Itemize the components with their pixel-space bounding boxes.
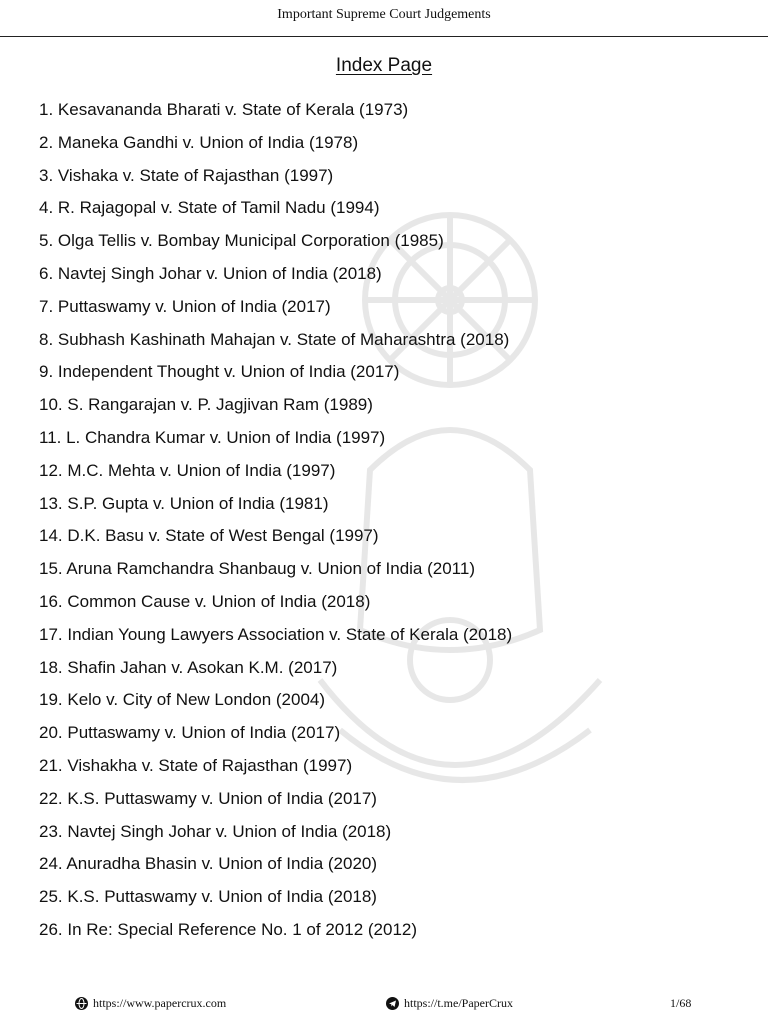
index-list: [39, 96, 512, 949]
index-entry: 14. D.K. Basu v. State of West Bengal (1997): [39, 526, 379, 546]
index-entry: 4. R. Rajagopal v. State of Tamil Nadu (1994): [39, 198, 380, 218]
index-entry: 17. Indian Young Lawyers Association v. State of Kerala (2018): [39, 624, 513, 644]
index-entry: 11. L. Chandra Kumar v. Union of India (1997): [39, 427, 386, 447]
index-entry: 22. K.S. Puttaswamy v. Union of India (2017): [39, 788, 377, 808]
index-entry: 10. S. Rangarajan v. P. Jagjivan Ram (1989): [39, 395, 373, 415]
footer-telegram-text[interactable]: https://t.me/PaperCrux: [404, 996, 513, 1010]
index-entry: 18. Shafin Jahan v. Asokan K.M. (2017): [39, 657, 338, 677]
index-entry: 1. Kesavananda Bharati v. State of Kerala (1973): [39, 100, 409, 119]
index-entry: 24. Anuradha Bhasin v. Union of India (2020): [39, 854, 378, 874]
index-entry: 16. Common Cause v. Union of India (2018): [39, 591, 371, 611]
index-heading-text: Index Page: [335, 55, 433, 76]
index-entry: 20. Puttaswamy v. Union of India (2017): [39, 723, 341, 743]
index-entry: 12. M.C. Mehta v. Union of India (1997): [39, 460, 336, 480]
globe-icon: [75, 997, 88, 1010]
index-entry: 9. Independent Thought v. Union of India (2017): [39, 362, 400, 382]
index-entry: 23. Navtej Singh Johar v. Union of India (2018): [39, 821, 392, 841]
index-entry: 25. K.S. Puttaswamy v. Union of India (2018): [39, 887, 377, 907]
page-footer: [0, 993, 768, 1015]
page-number: 1/68: [670, 996, 692, 1010]
index-entry: 5. Olga Tellis v. Bombay Municipal Corporation (1985): [39, 231, 444, 251]
page-header: [0, 0, 768, 37]
footer-telegram-link[interactable]: [386, 996, 513, 1011]
index-entry: 7. Puttaswamy v. Union of India (2017): [39, 296, 331, 316]
index-entry: 19. Kelo v. City of New London (2004): [39, 690, 326, 710]
index-heading: [0, 55, 768, 77]
index-entry: 15. Aruna Ramchandra Shanbaug v. Union of India (2011): [39, 559, 475, 579]
footer-website-text[interactable]: https://www.papercrux.com: [93, 996, 227, 1010]
index-entry: 8. Subhash Kashinath Mahajan v. State of Maharashtra (2018): [39, 329, 510, 349]
telegram-icon: [386, 997, 399, 1010]
index-entry: 26. In Re: Special Reference No. 1 of 2012 (2012): [39, 919, 418, 939]
header-title: Important Supreme Court Judgements: [277, 7, 491, 22]
index-entry: 6. Navtej Singh Johar v. Union of India (2018): [39, 263, 382, 283]
index-entry: 21. Vishakha v. State of Rajasthan (1997): [39, 755, 353, 775]
footer-website-link[interactable]: [75, 996, 226, 1011]
index-entry: 13. S.P. Gupta v. Union of India (1981): [39, 493, 329, 513]
index-entry: 2. Maneka Gandhi v. Union of India (1978): [39, 132, 359, 152]
index-entry: 3. Vishaka v. State of Rajasthan (1997): [39, 165, 334, 185]
